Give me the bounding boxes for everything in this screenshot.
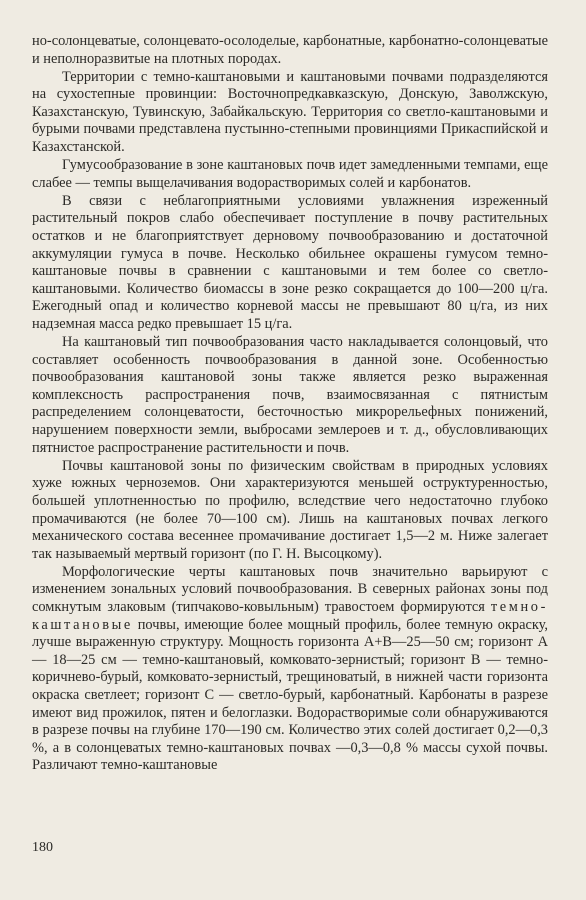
page-number: 180 xyxy=(32,840,53,855)
paragraph-continued: но-солонцеватые, солонцевато-осолоделые, карбонатные, карбонатно-солонцеватые и неполноразвитые на плотных породах. xyxy=(32,33,548,67)
paragraph-provinces: Территории с темно-каштановыми и каштановыми почвами подразделяются на сухостепные провинции: Восточнопредкавказскую, Донскую, Заволжскую, Казахстанскую, Тувинскую, Забайкальскую. Территория со светло-каштановыми и бурыми почвами представлена пустынно-степными провинциями Прикаспийской и Казахстанской. xyxy=(32,68,548,156)
paragraph-physical-properties: Почвы каштановой зоны по физическим свойствам в природных условиях хуже южных черноземов. Они характеризуются меньшей оструктуренностью, большей уплотненностью по профилю, вследствие чего недостаточно глубоко промачиваются (не более 70—100 см). Лишь на каштановых почвах легкого механического состава весеннее промачивание достигает 1,5—2 м. Ниже залегает так называемый мертвый горизонт (по Г. Н. Высоцкому). xyxy=(32,457,548,562)
paragraph-humus-formation: Гумусообразование в зоне каштановых почв идет замедленными темпами, еще слабее — темпы выщелачивания водорастворимых солей и карбонатов. xyxy=(32,157,548,191)
paragraph-vegetation: В связи с неблагоприятными условиями увлажнения изреженный растительный покров слабо обеспечивает поступление в почву растительных остатков и не благоприятствует дерновому почвообразованию и достаточной аккумуляции гумуса в почве. Несколько обильнее окрашены гумусом темно-каштановые почвы в сравнении с каштановыми и тем более со светло-каштановыми. Количество биомассы в зоне резко сокращается до 100—200 ц/га. Ежегодный опад и количество корневой массы не превышают 80 ц/га, из них надземная масса редко превышает 15 ц/га. xyxy=(32,192,548,332)
morphology-text-before: Морфологические черты каштановых почв значительно варьируют с изменением зональных условий почвообразования. В северных районах зоны под сомкнутым злаковым (типчаково-ковыльным) травостоем формируются xyxy=(32,563,548,615)
paragraph-morphology xyxy=(32,564,548,775)
paragraph-solonetz: На каштановый тип почвообразования часто накладывается солонцовый, что составляет особенность почвообразования в данной зоне. Особенностью почвообразования каштановой зоны также является резко выраженная комплексность распространения почв, взаимосвязанная с пятнистым распределением солонцеватости, бесточностью микрорельефных понижений, нарушением поверхности земли, выбросами землероев и т. д., обусловливающих пятнистое распространение растительности и почв. xyxy=(32,334,548,456)
spaced-term: темно-каштановые xyxy=(32,599,548,633)
morphology-text-after: почвы, имеющие более мощный профиль, более темную окраску, лучше выраженную структуру. Мощность горизонта A+B—25—50 см; горизонт A — 18—25 см — темно-каштановый, комковато-зернистый; горизонт B — темно-коричнево-бурый, комковато-зернистый, трещиноватый, в нижней части горизонта окраска светлеет; горизонт C — светло-бурый, карбонатный. Карбонаты в разрезе имеют вид прожилок, пятен и белоглазки. Водорастворимые соли обнаруживаются в разрезе почвы на глубине 170—190 см. Количество этих солей достигает 0,2—0,3 %, а в солонцеватых темно-каштановых почвах —0,3—0,8 % массы сухой почвы. Различают темно-каштановые xyxy=(32,616,548,774)
